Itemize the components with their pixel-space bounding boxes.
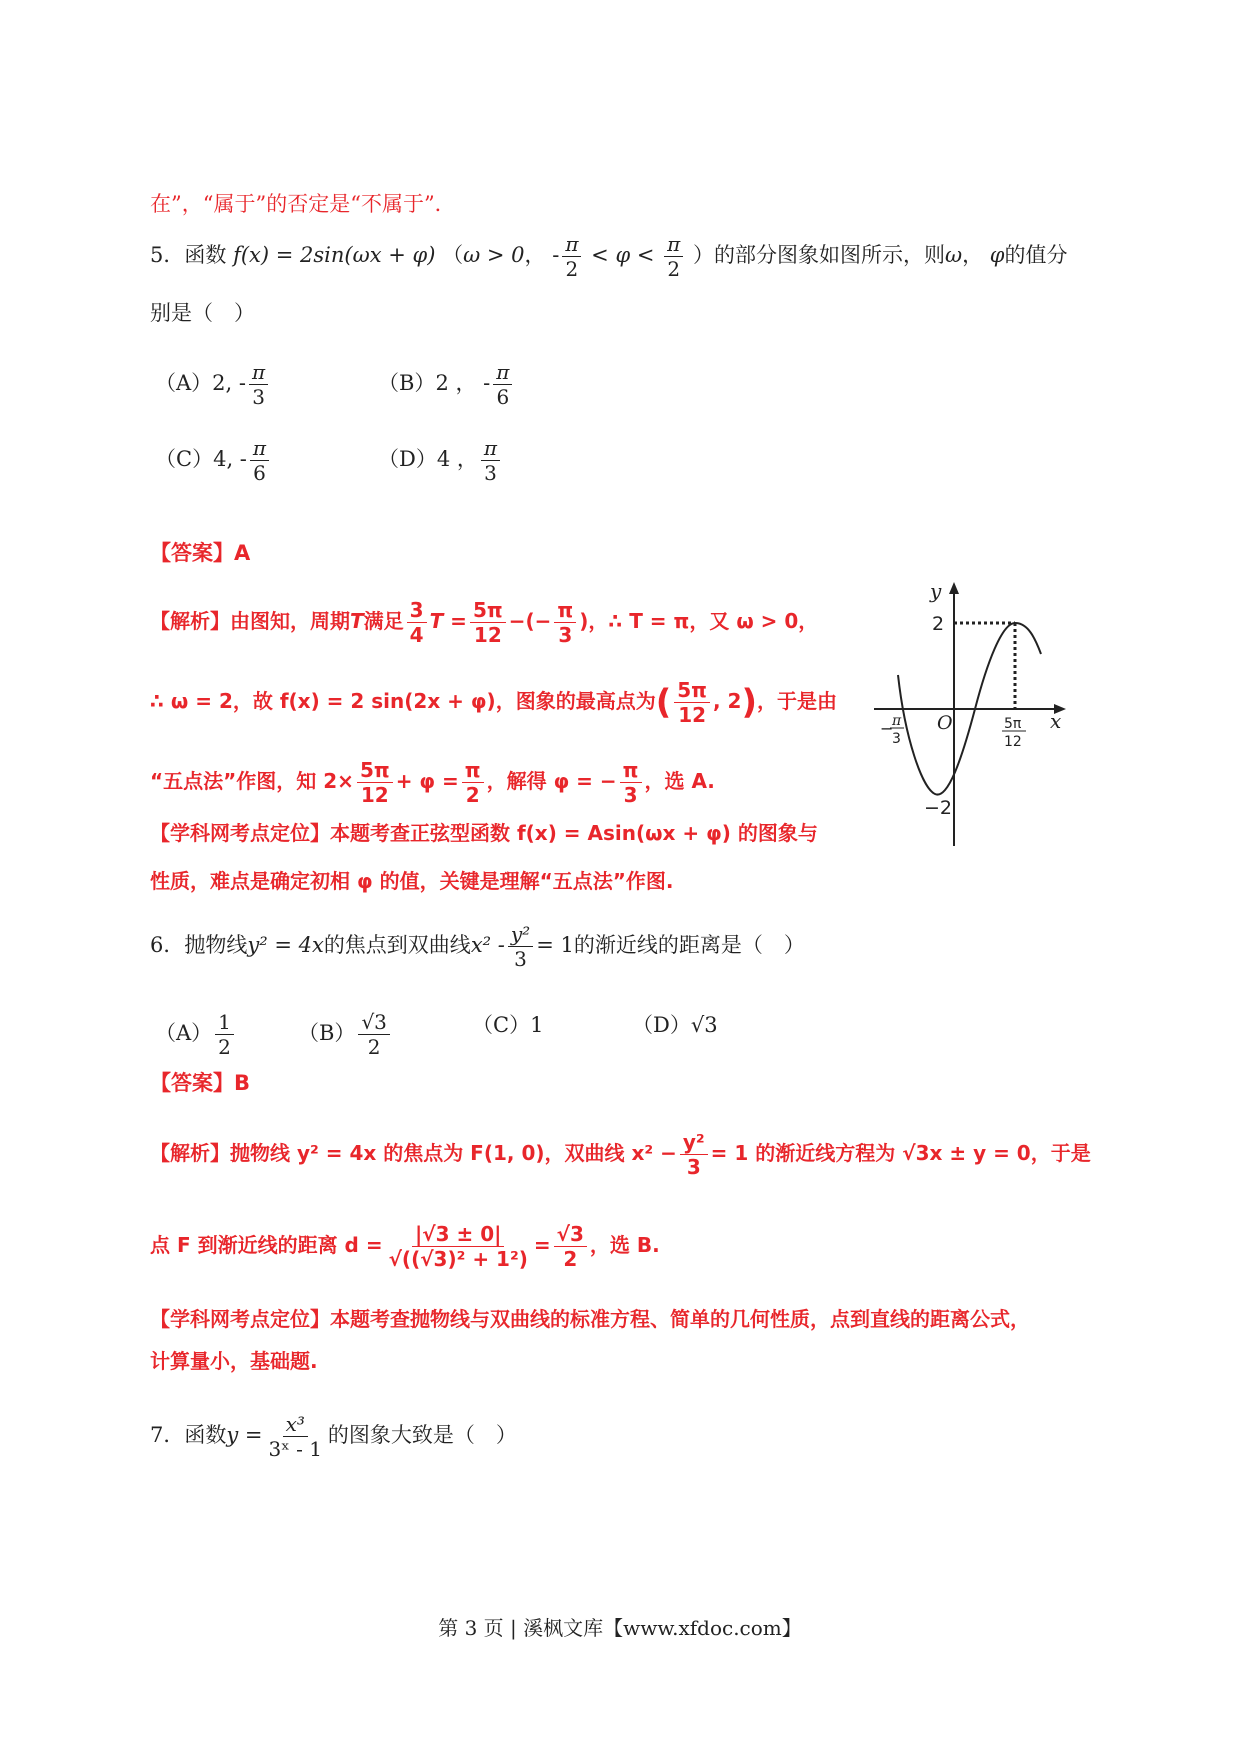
q5-keypoint-line2: 性质，难点是确定初相 φ 的值，关键是理解“五点法”作图. xyxy=(150,869,674,893)
answer-tag: 【答案】 xyxy=(150,541,234,565)
q5-option-d xyxy=(378,436,503,485)
option-label: （D） xyxy=(632,1013,691,1037)
q5-function: f(x) = 2sin(ωx + φ) xyxy=(233,243,436,267)
q5-answer xyxy=(150,538,250,568)
frac-den: 12 xyxy=(473,623,502,647)
frac-den: √((√3)² + 1²) xyxy=(388,1247,528,1271)
keypoint-tag: 【学科网考点定位】 xyxy=(150,1307,330,1331)
frac-den: 6 xyxy=(253,461,266,485)
q6-keypoint-line1 xyxy=(150,1304,1030,1334)
y-axis-label: y xyxy=(930,579,942,603)
option-fraction xyxy=(481,436,500,485)
text: x² - xyxy=(470,933,505,957)
text: = 1 的渐近线方程为 √3x ± y = 0，于是 xyxy=(710,1141,1091,1165)
frac-num: π xyxy=(554,598,576,623)
q6-option-b xyxy=(298,1010,393,1059)
q5-paren: （ xyxy=(442,243,464,267)
option-fraction xyxy=(250,436,269,485)
q5-comma: ， xyxy=(962,243,984,267)
q5-option-b xyxy=(378,360,515,409)
frac xyxy=(620,758,642,807)
q5-stem-prefix: 5．函数 xyxy=(150,243,227,267)
answer-value: B xyxy=(234,1071,251,1095)
q6-option-a xyxy=(155,1010,237,1059)
option-value: 2 ， - xyxy=(435,371,491,395)
option-value: 4, - xyxy=(213,447,247,471)
frac-num: π xyxy=(481,436,500,461)
frac xyxy=(357,758,393,807)
frac xyxy=(508,922,533,971)
frac xyxy=(462,758,484,807)
frac-num: π xyxy=(562,232,581,257)
frac-num: π xyxy=(493,360,512,385)
frac-den: 12 xyxy=(678,703,707,727)
option-value: 4 ， xyxy=(436,447,478,471)
sine-graph xyxy=(860,578,1080,853)
frac-den: 2 xyxy=(563,1247,578,1271)
x-right-num: 5π xyxy=(1004,716,1022,732)
text: ，选 B. xyxy=(589,1233,660,1257)
frac-num: 1 xyxy=(215,1010,234,1035)
text: 本题考查正弦型函数 f(x) = Asin(ωx + φ) 的图象与 xyxy=(330,821,818,845)
q6-stem xyxy=(150,922,805,971)
text: 本题考查抛物线与双曲线的标准方程、简单的几何性质，点到直线的距离公式， xyxy=(330,1307,1030,1331)
y-max-label: 2 xyxy=(932,613,945,635)
option-label: （B） xyxy=(378,371,436,395)
q5-stem-line1 xyxy=(150,232,1067,281)
q6-keypoint-line2: 计算量小，基础题. xyxy=(150,1349,318,1373)
frac-den: 3 xyxy=(252,385,265,409)
option-label: （A） xyxy=(155,371,213,395)
frac-num: x³ xyxy=(283,1412,308,1437)
x-right-den: 12 xyxy=(1004,734,1022,750)
frac-num: 3 xyxy=(407,598,427,623)
q5-cond2-mid: < φ < xyxy=(591,243,655,267)
frac-den: 3 xyxy=(484,461,497,485)
q5-stem-mid: ）的部分图象如图所示，则 xyxy=(692,243,945,267)
text: 的图象大致是（ ） xyxy=(327,1423,517,1447)
q5-option-a xyxy=(155,360,271,409)
frac-num: π xyxy=(249,360,268,385)
text: 的渐近线的距离是（ ） xyxy=(573,933,805,957)
text: = 1 xyxy=(536,933,574,957)
q5-analysis-line2 xyxy=(150,678,837,727)
text: 的焦点到双曲线 xyxy=(323,933,471,957)
frac-num: π xyxy=(250,436,269,461)
q5-keypoint-line1 xyxy=(150,818,818,848)
x-axis-label: x xyxy=(1050,709,1062,733)
frac-num: √3 xyxy=(358,1010,389,1035)
frac-den: 4 xyxy=(409,623,424,647)
q5-analysis-line3 xyxy=(150,758,715,807)
q5-option-c xyxy=(155,436,272,485)
q5-cond2-minus: - xyxy=(552,243,560,267)
text: )，∴ T = π，又 ω > 0， xyxy=(579,609,819,633)
q6-analysis-line2 xyxy=(150,1222,660,1271)
y-axis-arrow xyxy=(949,582,959,594)
answer-tag: 【答案】 xyxy=(150,1071,234,1095)
paren-left: ( xyxy=(655,682,672,723)
frac-num: 5π xyxy=(470,598,506,623)
frac-den: 2 xyxy=(218,1035,231,1059)
frac-num: y² xyxy=(508,922,533,947)
q5-omega: ω xyxy=(944,243,963,267)
frac xyxy=(680,1130,708,1179)
text: 点 F 到渐近线的距离 d = xyxy=(150,1233,383,1257)
frac xyxy=(407,598,427,647)
text: + φ = xyxy=(395,769,459,793)
answer-value: A xyxy=(234,541,251,565)
analysis-tag: 【解析】 xyxy=(150,1141,230,1165)
text: , 2 xyxy=(713,689,742,713)
option-value: 1 xyxy=(530,1013,544,1037)
previous-answer-tail: 在”，“属于”的否定是“不属于”． xyxy=(150,192,456,216)
text: ∴ ω = 2，故 f(x) = 2 sin(2x + φ)，图象的最高点为 xyxy=(150,689,656,713)
q5-sep: ， xyxy=(524,243,546,267)
frac-den: 3 xyxy=(686,1155,701,1179)
page-footer: 第 3 页 | 溪枫文库【www.xfdoc.com】 xyxy=(438,1616,802,1640)
option-fraction xyxy=(215,1010,234,1059)
text: T = xyxy=(429,609,467,633)
text: −(− xyxy=(508,609,552,633)
y-min-label: −2 xyxy=(924,797,953,819)
q7-stem xyxy=(150,1412,517,1461)
paren-right: ) xyxy=(741,682,758,723)
frac-den: 2 xyxy=(565,257,579,281)
text: y = xyxy=(226,1423,263,1447)
option-fraction xyxy=(358,1010,389,1059)
text: 由图知，周期 xyxy=(230,609,350,633)
keypoint-tag: 【学科网考点定位】 xyxy=(150,821,330,845)
x-left-den: 3 xyxy=(892,731,901,747)
text: ，于是由 xyxy=(757,689,838,713)
frac-den: 2 xyxy=(367,1035,381,1059)
frac-den: 3 xyxy=(514,947,527,971)
option-label: （C） xyxy=(155,447,214,471)
q5-analysis-line1 xyxy=(150,598,818,647)
frac-den: 12 xyxy=(360,783,389,807)
q6-option-d xyxy=(632,1010,718,1040)
frac xyxy=(674,678,710,727)
q5-cond2-frac-right xyxy=(664,232,683,281)
text: “五点法”作图，知 2× xyxy=(150,769,354,793)
q5-cond1: ω > 0 xyxy=(463,243,525,267)
q5-cond2-frac-left xyxy=(562,232,581,281)
frac-num: √3 xyxy=(554,1222,587,1247)
frac-den: 2 xyxy=(667,257,681,281)
text: 6．抛物线 xyxy=(150,933,248,957)
frac-num: |√3 ± 0| xyxy=(412,1222,504,1247)
q5-phi: φ xyxy=(989,243,1005,267)
text: ，解得 φ = − xyxy=(486,769,617,793)
frac-den: 2 xyxy=(465,783,480,807)
text: 满足 xyxy=(363,609,404,633)
option-label: （A） xyxy=(155,1021,213,1045)
origin-label: O xyxy=(937,712,953,734)
option-value: 2, - xyxy=(212,371,246,395)
analysis-tag: 【解析】 xyxy=(150,609,230,633)
frac-den: 6 xyxy=(496,385,510,409)
frac-num: π xyxy=(664,232,683,257)
x-left-num: π xyxy=(892,713,902,729)
q6-answer xyxy=(150,1068,250,1098)
option-fraction xyxy=(493,360,512,409)
option-label: （C） xyxy=(472,1013,531,1037)
frac-num: 5π xyxy=(674,678,710,703)
frac-num: y² xyxy=(680,1130,708,1155)
x-left-sign: − xyxy=(880,719,894,738)
q6-analysis-line1 xyxy=(150,1130,1091,1179)
text: 7．函数 xyxy=(150,1423,227,1447)
frac xyxy=(554,1222,587,1271)
frac-num: π xyxy=(462,758,484,783)
text: ，选 A. xyxy=(644,769,715,793)
q5-stem-line2: 别是（ ） xyxy=(150,301,255,325)
frac xyxy=(470,598,506,647)
option-value: √3 xyxy=(690,1013,718,1037)
text: T xyxy=(350,609,364,633)
option-label: （D） xyxy=(378,447,437,471)
frac-num: 5π xyxy=(357,758,393,783)
frac-den: 3 xyxy=(558,623,573,647)
frac-den: 3ˣ - 1 xyxy=(268,1437,322,1461)
frac xyxy=(266,1412,325,1461)
text: 抛物线 y² = 4x 的焦点为 F(1, 0)，双曲线 x² − xyxy=(230,1141,677,1165)
frac-den: 3 xyxy=(623,783,638,807)
option-label: （B） xyxy=(298,1021,356,1045)
frac xyxy=(554,598,576,647)
text: y² = 4x xyxy=(247,933,324,957)
q5-stem-end: 的值分 xyxy=(1004,243,1068,267)
text: = xyxy=(533,1233,551,1257)
option-fraction xyxy=(249,360,268,409)
frac xyxy=(386,1222,531,1271)
q6-option-c xyxy=(472,1010,543,1040)
frac-num: π xyxy=(620,758,642,783)
